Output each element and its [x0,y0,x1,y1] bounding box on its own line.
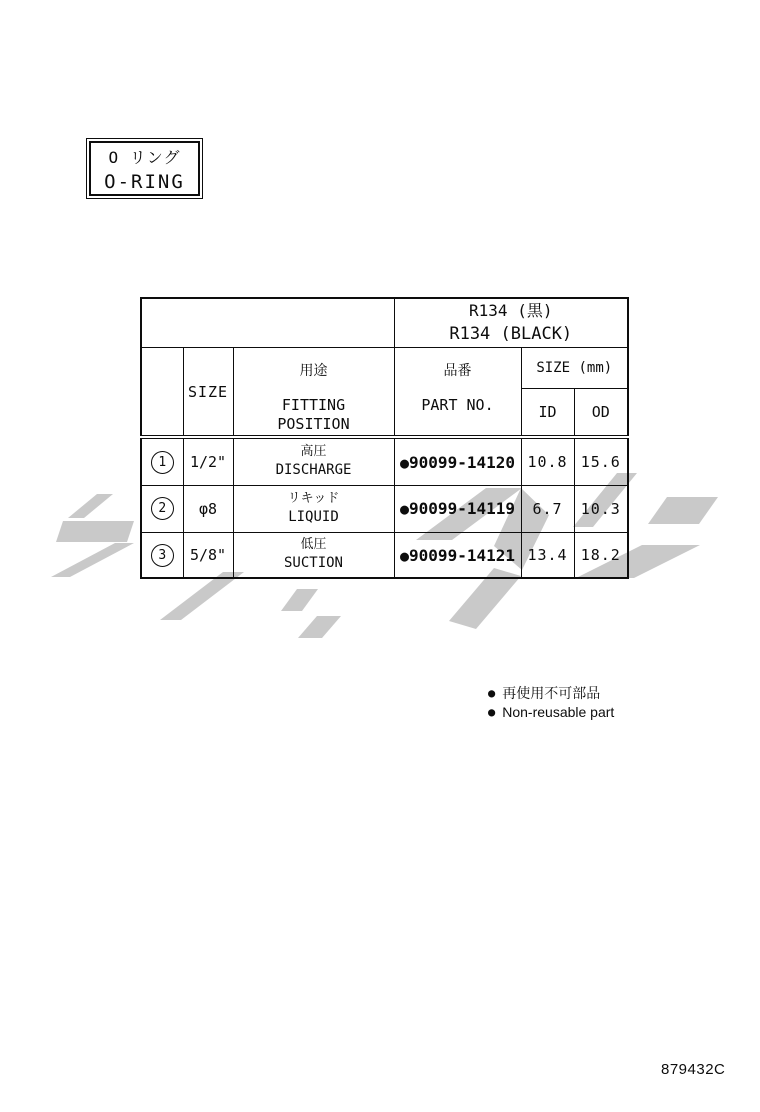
part-number-cell: ●90099-14121 [394,532,521,578]
non-reusable-bullet-icon: ● [488,685,496,700]
ref-column-header-cell [141,347,183,437]
title-box [89,141,200,196]
fitting-column-header [233,347,394,437]
legend-text-jp: 再使用不可部品 [502,685,601,702]
od-column-header: OD [574,388,628,437]
table-row [141,437,628,485]
size-cell: φ8 [183,485,233,532]
legend [488,683,614,721]
od-value-cell: 18.2 [574,532,628,578]
ref-number-cell [141,532,183,578]
non-reusable-bullet-icon: ● [488,704,496,719]
page-title: O-RING [104,170,185,193]
size-cell: 5/8" [183,532,233,578]
title-japanese: O リング [108,147,181,167]
legend-line-en [488,702,614,721]
circled-ref-number: 3 [151,544,174,567]
refrigerant-label-jp: R134 (黒) [469,301,553,320]
legend-line-jp [488,683,614,702]
od-value-cell: 10.3 [574,485,628,532]
fitting-cell: 低圧 SUCTION [233,532,394,578]
circled-ref-number: 2 [151,497,174,520]
id-column-header: ID [521,388,574,437]
size-cell: 1/2" [183,437,233,485]
circled-ref-number: 1 [151,451,174,474]
part-no-header-jp: 品番 [443,363,472,380]
id-value-cell: 6.7 [521,485,574,532]
document-code: 879432C [661,1061,726,1078]
non-reusable-bullet-icon: ● [400,453,410,472]
legend-text-en: Non-reusable part [502,703,615,720]
part-number-cell: ●90099-14119 [394,485,521,532]
part-no-column-header [394,347,521,437]
fitting-header-jp: 用途 [299,363,328,380]
table-row [141,485,628,532]
table-row [141,532,628,578]
id-value-cell: 10.8 [521,437,574,485]
empty-header-cell [141,298,394,347]
fitting-header-en: FITTING POSITION [277,396,350,433]
id-value-cell: 13.4 [521,532,574,578]
fitting-cell: 高圧 DISCHARGE [233,437,394,485]
size-mm-header: SIZE (mm) [521,347,628,388]
part-no-header-en: PART NO. [421,396,494,415]
size-column-header: SIZE [183,347,233,437]
ref-number-cell [141,437,183,485]
part-number-cell: ●90099-14120 [394,437,521,485]
refrigerant-label-en: R134 (BLACK) [449,324,573,345]
table-row-refrigerant-header [141,298,628,347]
fitting-cell: リキッド LIQUID [233,485,394,532]
table-row-column-headers [141,347,628,388]
non-reusable-bullet-icon: ● [400,500,410,519]
od-value-cell: 15.6 [574,437,628,485]
ref-number-cell [141,485,183,532]
refrigerant-header-cell [394,298,628,347]
oring-spec-table [140,297,629,579]
non-reusable-bullet-icon: ● [400,546,410,565]
